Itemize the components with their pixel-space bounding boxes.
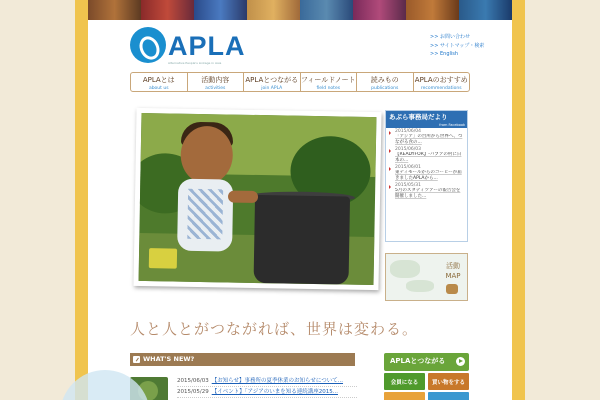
apla-logo[interactable] [130, 27, 246, 67]
logo-subtitle: Alternative People's Linkage in Asia [168, 61, 222, 65]
list-item[interactable]: 2015/05/29 【イベント】「アジアのいまを知る連続講座2015... [177, 387, 357, 398]
header-textile-banner [88, 0, 512, 20]
activity-map-banner[interactable] [385, 253, 468, 301]
map-landmass [406, 280, 434, 292]
news-item[interactable]: 2015/06/03 【READYFOR】-パプアの村に日本の... [386, 146, 467, 164]
nav-item-recommendations[interactable]: APLAのおすすめ recommendations [414, 76, 468, 91]
whats-new-title: WHAT'S NEW? [143, 355, 195, 363]
news-item[interactable]: 2015/06/04 「アジア」の台所から世界へ、つながる食の... [386, 128, 467, 146]
hero-photo-child-with-bucket [139, 113, 377, 285]
coffee-bag-icon [446, 284, 458, 294]
join-button-3[interactable] [384, 392, 425, 400]
arrow-right-icon [456, 357, 465, 366]
join-button-4[interactable] [428, 392, 469, 400]
header-links [430, 33, 484, 59]
whats-new-list [177, 376, 357, 398]
nav-item-field-notes[interactable]: フィールドノート field notes [301, 73, 358, 91]
pencil-icon [133, 356, 140, 363]
news-item[interactable]: 2015/06/01 東ティモールからのコーヒーが届きましたAPLAから... [386, 164, 467, 182]
news-box-subtitle: from Facebook [439, 123, 465, 127]
header-link-english[interactable]: >> English [430, 51, 459, 57]
list-item[interactable]: 2015/06/03 【お知らせ】事務所の夏季休業のお知らせについて... [177, 376, 357, 387]
news-box-header [386, 111, 467, 128]
header-link-contact[interactable]: >> お問い合わせ [430, 34, 470, 40]
news-item[interactable]: 2015/05/31 5月のスタディツアーの報告会を開催しました... [386, 182, 467, 200]
map-landmass [390, 260, 420, 278]
right-border-stripe [512, 0, 525, 400]
become-member-button[interactable]: 会員になる [384, 373, 425, 390]
shop-button[interactable]: 買い物をする [428, 373, 469, 390]
apla-logo-mark-icon [130, 27, 166, 63]
map-label: 活動MAP [445, 262, 461, 280]
whats-new-header [130, 353, 355, 366]
header-link-sitemap[interactable]: >> サイトマップ・検索 [430, 42, 485, 49]
join-title: APLAとつながる [390, 357, 446, 365]
logo-text: APLA [168, 31, 246, 61]
nav-item-join[interactable]: APLAとつながる join APLA [244, 73, 301, 91]
nav-item-activities[interactable]: 活動内容 activities [188, 73, 245, 91]
news-box-title: あぷら事務局だより [389, 113, 448, 121]
facebook-news-box [385, 110, 468, 242]
nav-item-publications[interactable]: 読みもの publications [357, 73, 414, 91]
page-content [88, 20, 512, 400]
join-apla-banner[interactable] [384, 353, 469, 371]
left-border-stripe [75, 0, 88, 400]
tagline: 人と人とがつながれば、世界は変わる。 [130, 320, 419, 338]
hero-photo-frame [133, 108, 381, 290]
nav-item-about[interactable]: APLAとは about us [131, 73, 188, 91]
main-navigation [130, 72, 470, 92]
